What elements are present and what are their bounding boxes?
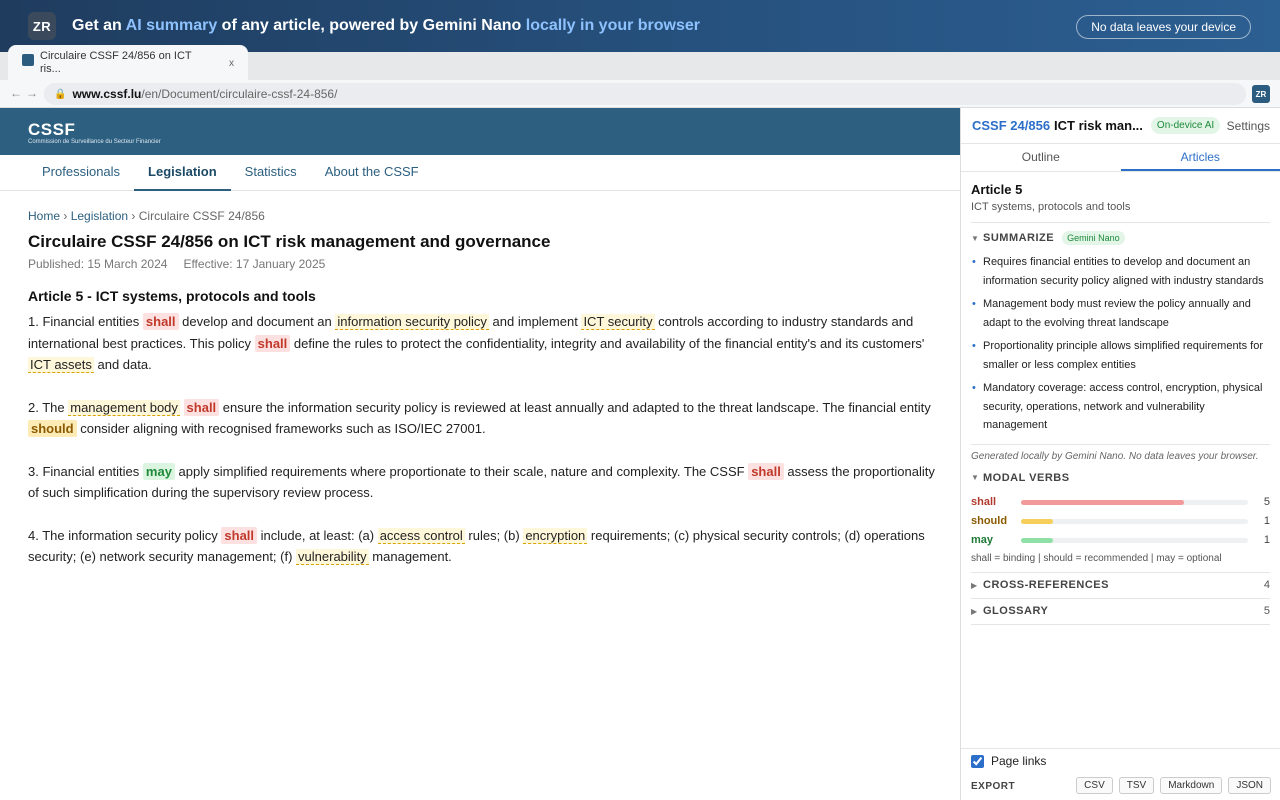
page-title: Circulaire CSSF 24/856 on ICT risk management and governance bbox=[28, 232, 551, 251]
chevron-down-icon: ▼ bbox=[971, 233, 980, 243]
site-nav bbox=[0, 155, 960, 191]
modal-row-should: should 1 bbox=[971, 515, 1270, 527]
effective-date: Effective: 17 January 2025 bbox=[183, 257, 326, 271]
glossary-term[interactable]: ICT security bbox=[583, 314, 653, 329]
glossary-term[interactable]: information security policy bbox=[337, 314, 487, 329]
tab-close-icon[interactable]: x bbox=[229, 58, 234, 69]
summary-item: • Requires financial entities to develop and document an information security policy aligned with industry standards bbox=[971, 253, 1270, 290]
panel-footer bbox=[961, 748, 1280, 800]
browser-tab[interactable] bbox=[8, 45, 248, 80]
published-date: Published: 15 March 2024 bbox=[28, 257, 168, 271]
address-field[interactable] bbox=[44, 83, 1246, 105]
modal-shall[interactable]: shall bbox=[255, 335, 291, 352]
modal-verbs-section-toggle[interactable]: ▼ MODAL VERBS bbox=[971, 471, 1070, 484]
lock-icon: 🔒 bbox=[54, 88, 67, 100]
modal-may[interactable]: may bbox=[143, 463, 175, 480]
url-bar bbox=[0, 80, 1280, 108]
modal-bar-fill bbox=[1021, 538, 1053, 543]
glossary-term[interactable]: encryption bbox=[525, 527, 586, 543]
tab-articles[interactable]: Articles bbox=[1121, 144, 1280, 171]
summary-list bbox=[971, 253, 1270, 435]
modal-row-shall: shall 5 bbox=[971, 496, 1270, 508]
site-logo-subtitle: Commission de Surveillance du Secteur Financier bbox=[28, 139, 161, 145]
extension-logo: ZR bbox=[28, 12, 56, 40]
modal-bar-fill bbox=[1021, 500, 1184, 505]
breadcrumb-legislation[interactable]: Legislation bbox=[70, 209, 129, 223]
export-tsv-button[interactable]: TSV bbox=[1119, 777, 1154, 794]
summary-item: • Proportionality principle allows simplified requirements for smaller or less complex entities bbox=[971, 337, 1270, 374]
export-buttons bbox=[1076, 777, 1271, 794]
tab-title: Circulaire CSSF 24/856 on ICT ris... bbox=[40, 50, 192, 75]
panel-doc-code: CSSF 24/856 bbox=[972, 118, 1051, 133]
glossary-term[interactable]: access control bbox=[379, 527, 463, 543]
panel-header bbox=[961, 108, 1280, 144]
gemini-nano-badge: Gemini Nano bbox=[1062, 231, 1125, 245]
breadcrumb-home[interactable]: Home bbox=[28, 209, 61, 223]
modal-legend: shall = binding | should = recommended | may = optional bbox=[971, 553, 1270, 573]
summarize-section-toggle[interactable]: ▼ SUMMARIZE Gemini Nano bbox=[971, 231, 1270, 245]
nav-legislation[interactable]: Legislation bbox=[134, 155, 231, 191]
summary-item: • Management body must review the policy annually and adapt to the evolving threat landscape bbox=[971, 295, 1270, 332]
url-host: www.cssf.lu bbox=[72, 87, 142, 101]
modal-verbs-list bbox=[971, 493, 1270, 550]
panel-article-title: Article 5 bbox=[971, 182, 1023, 197]
panel-tabs bbox=[961, 144, 1280, 172]
export-csv-button[interactable]: CSV bbox=[1076, 777, 1113, 794]
panel-doc-title: ICT risk man... bbox=[1054, 118, 1143, 133]
glossary-term[interactable]: ICT assets bbox=[30, 357, 92, 372]
on-device-badge: On-device AI bbox=[1151, 117, 1220, 134]
privacy-pill: No data leaves your device bbox=[1076, 15, 1251, 39]
breadcrumb-current: Circulaire CSSF 24/856 bbox=[138, 209, 265, 223]
generated-note: Generated locally by Gemini Nano. No data leaves your browser. bbox=[971, 444, 1270, 463]
chevron-right-icon: ▶ bbox=[971, 606, 978, 616]
export-markdown-button[interactable]: Markdown bbox=[1160, 777, 1222, 794]
modal-shall[interactable]: shall bbox=[221, 527, 257, 544]
modal-row-may: may 1 bbox=[971, 534, 1270, 546]
export-label: EXPORT bbox=[971, 781, 1016, 792]
modal-should[interactable]: should bbox=[28, 420, 77, 437]
modal-bar-track bbox=[1021, 538, 1248, 543]
url-path: /en/Document/circulaire-cssf-24-856/ bbox=[141, 87, 338, 101]
extension-button[interactable]: ZR bbox=[1252, 85, 1270, 103]
document-content bbox=[28, 209, 938, 568]
export-json-button[interactable]: JSON bbox=[1228, 777, 1271, 794]
article-heading: Article 5 - ICT systems, protocols and tools bbox=[28, 288, 316, 304]
site-header bbox=[0, 108, 960, 155]
tab-outline[interactable]: Outline bbox=[1021, 150, 1060, 164]
modal-bar-fill bbox=[1021, 519, 1053, 524]
modal-shall[interactable]: shall bbox=[184, 399, 220, 416]
paragraph-4: 4. The information security policy shall include, at least: (a) access control rules; (b) encryption requirements; (c) physical security controls; (d) operations security; (e) network security management; (f) vulnerability management. bbox=[28, 527, 925, 564]
chevron-right-icon: ▶ bbox=[971, 580, 978, 590]
summary-item: • Mandatory coverage: access control, encryption, physical security, operations, network and vulnerability management bbox=[971, 379, 1270, 435]
chevron-down-icon: ▼ bbox=[971, 473, 980, 482]
back-forward-icon[interactable]: ←→ bbox=[10, 86, 42, 100]
nav-professionals[interactable]: Professionals bbox=[42, 164, 121, 179]
glossary-section-toggle[interactable]: ▶ GLOSSARY 5 bbox=[971, 599, 1270, 625]
page-links-toggle[interactable]: Page links bbox=[971, 754, 1046, 768]
promo-headline: Get an AI summary of any article, powered by Gemini Nano locally in your browser bbox=[72, 17, 701, 34]
paragraph-3: 3. Financial entities may apply simplified requirements where proportionate to their scale, nature and complexity. The CSSF shall assess the proportionality of such simplification during the supervisory review process. bbox=[28, 463, 935, 500]
nav-statistics[interactable]: Statistics bbox=[244, 164, 297, 179]
glossary-count: 5 bbox=[1263, 605, 1270, 617]
modal-bar-track bbox=[1021, 500, 1248, 505]
cross-references-section-toggle[interactable]: ▶ CROSS-REFERENCES 4 bbox=[971, 573, 1270, 599]
nav-about[interactable]: About the CSSF bbox=[324, 164, 419, 179]
cross-references-count: 4 bbox=[1263, 579, 1270, 591]
site-logo[interactable]: CSSF bbox=[28, 120, 76, 139]
side-panel bbox=[960, 108, 1280, 800]
favicon-icon bbox=[22, 54, 34, 66]
glossary-term[interactable]: management body bbox=[70, 399, 178, 415]
panel-article-subtitle: ICT systems, protocols and tools bbox=[971, 201, 1270, 223]
settings-button[interactable]: Settings bbox=[1226, 119, 1270, 133]
paragraph-2: 2. The management body shall ensure the information security policy is reviewed at least annually and adapted to the threat landscape. The financial entity should consider aligning with recognised frameworks such as ISO/IEC 27001. bbox=[28, 399, 931, 436]
breadcrumb: Home › Legislation › Circulaire CSSF 24/856 bbox=[28, 209, 265, 223]
panel-body bbox=[961, 182, 1280, 625]
glossary-term[interactable]: vulnerability bbox=[298, 549, 367, 564]
modal-shall[interactable]: shall bbox=[748, 463, 784, 480]
document-meta bbox=[28, 257, 938, 271]
paragraph-1: 1. Financial entities shall develop and document an information security policy and implement ICT security controls according to industry standards and international best practices. This policy shall define the rules to protect the confidentiality, integrity and availability of the financial entity's and its customers' ICT assets and data. bbox=[28, 314, 925, 372]
modal-bar-track bbox=[1021, 519, 1248, 524]
modal-shall[interactable]: shall bbox=[143, 313, 179, 330]
page-links-checkbox[interactable] bbox=[971, 755, 984, 768]
